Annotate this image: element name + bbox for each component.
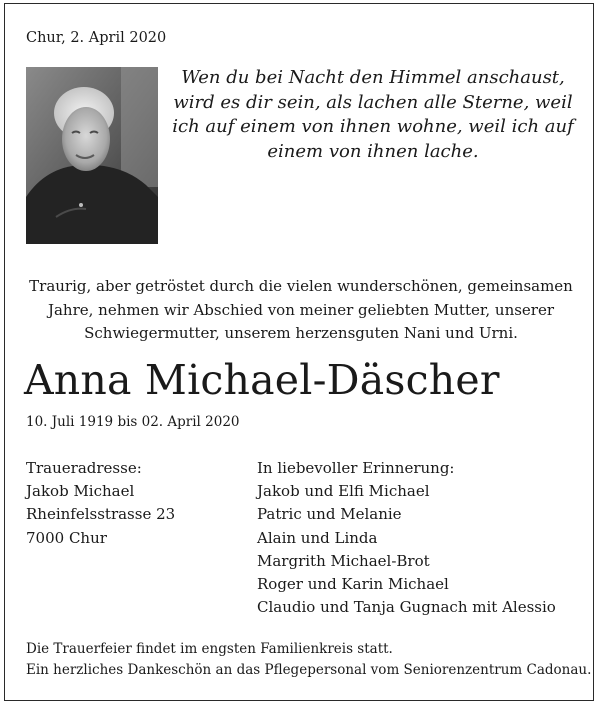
poem-line: wird es dir sein, als lachen alle Sterne, weil: [173, 91, 573, 113]
lifespan-dates: 10. Juli 1919 bis 02. April 2020: [26, 414, 240, 430]
mourner-entry: Roger und Karin Michael: [257, 575, 449, 594]
intro-text: [24, 275, 578, 346]
intro-line: Jahre, nehmen wir Abschied von meiner geliebten Mutter, unserer: [47, 300, 555, 319]
poem-line: Wen du bei Nacht den Himmel anschaust,: [181, 67, 565, 88]
portrait-photo: [26, 67, 158, 244]
dateline: Chur, 2. April 2020: [26, 30, 167, 46]
mourners-heading: In liebevoller Erinnerung:: [257, 459, 455, 477]
mourners-list: [257, 457, 556, 619]
intro-line: Schwiegermutter, unserem herzensguten Nani und Urni.: [84, 324, 518, 342]
mourning-address: [26, 457, 175, 550]
address-line: Jakob Michael: [26, 482, 135, 501]
intro-line: Traurig, aber getröstet durch die vielen wunderschönen, gemeinsamen: [29, 277, 573, 295]
mourner-entry: Patric und Melanie: [257, 505, 402, 524]
mourner-entry: Claudio und Tanja Gugnach mit Alessio: [257, 598, 556, 617]
footer-notes: [26, 639, 591, 681]
address-line: Rheinfelsstrasse 23: [26, 505, 176, 524]
mourner-entry: Margrith Michael-Brot: [257, 551, 430, 570]
poem-quote: [172, 66, 574, 164]
poem-line: einem von ihnen lache.: [267, 140, 479, 162]
mourner-entry: Jakob und Elfi Michael: [257, 482, 430, 501]
address-heading: Traueradresse:: [26, 459, 142, 477]
address-line: 7000 Chur: [26, 528, 107, 547]
mourner-entry: Alain und Linda: [257, 528, 378, 547]
deceased-name: Anna Michael-Däscher: [24, 356, 500, 404]
poem-line: ich auf einem von ihnen wohne, weil ich auf: [172, 116, 574, 137]
footer-line: Die Trauerfeier findet im engsten Familienkreis statt.: [26, 641, 393, 657]
footer-line: Ein herzliches Dankeschön an das Pflegepersonal vom Seniorenzentrum Cadonau.: [26, 662, 592, 678]
